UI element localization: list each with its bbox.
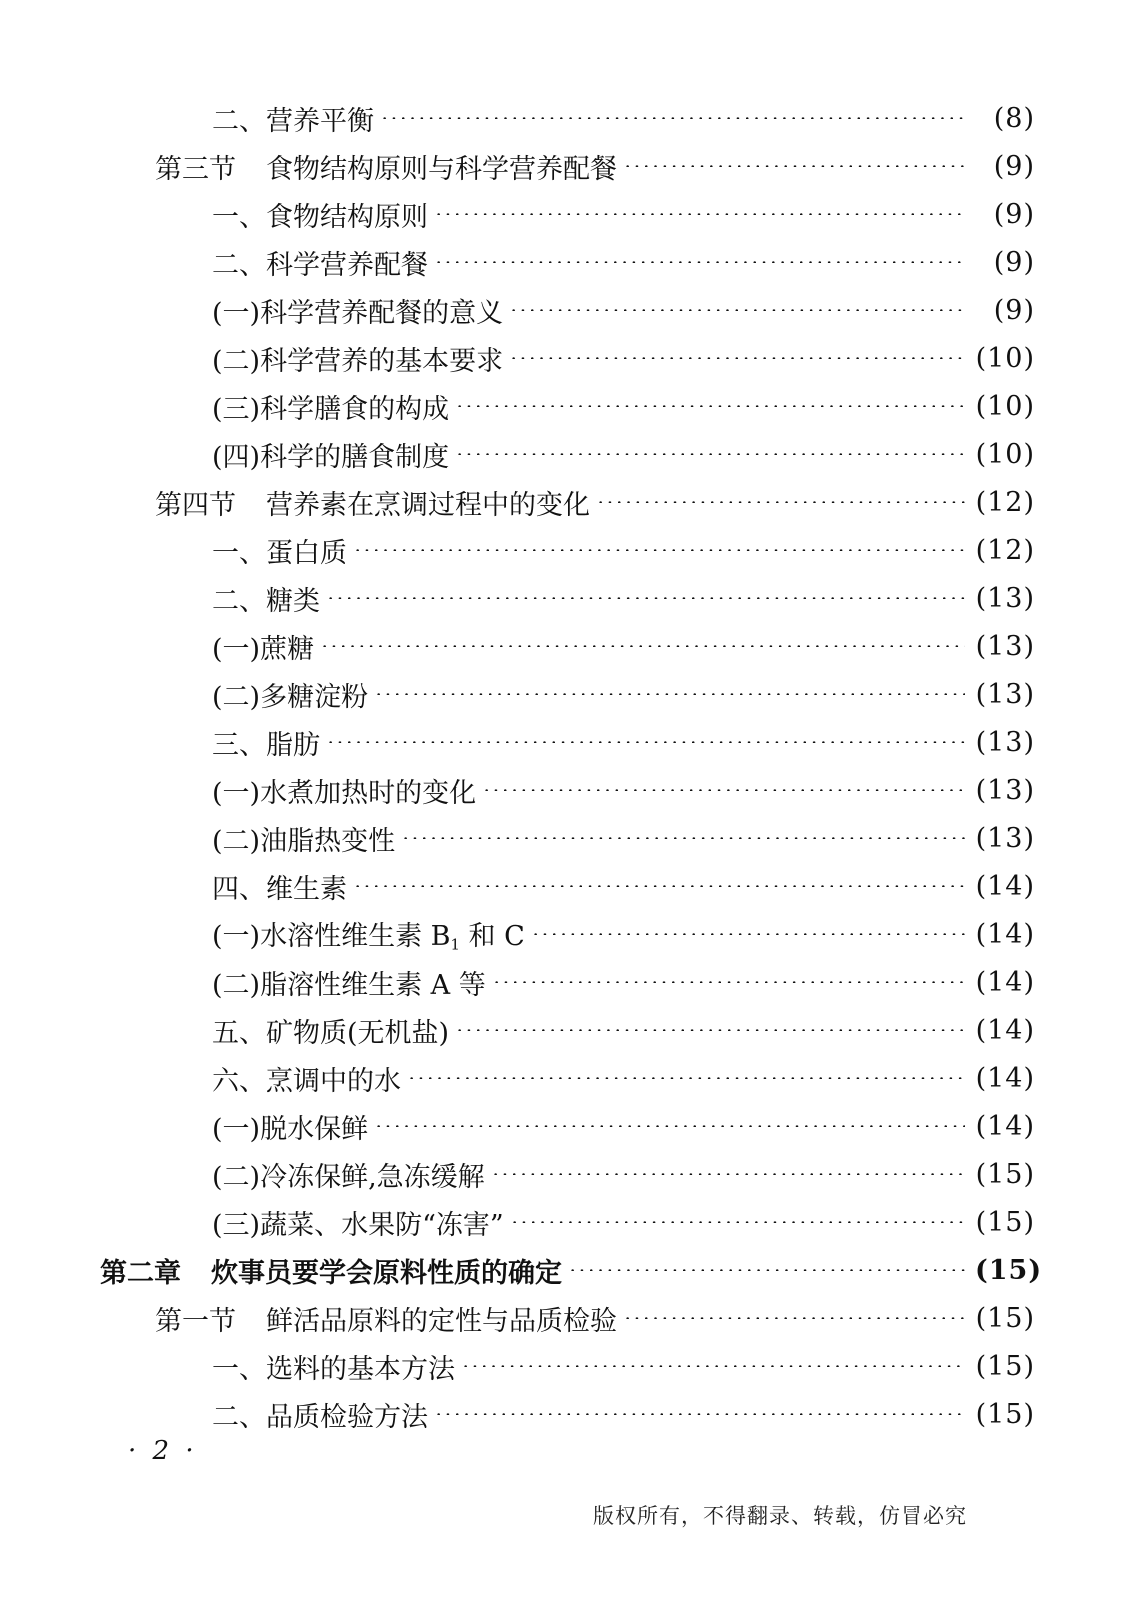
toc-entry-label: [100, 1251, 562, 1290]
toc-entry-number: 第四节: [155, 489, 236, 521]
toc-entry-title: (二)冷冻保鲜,急冻缓解: [212, 1161, 485, 1193]
toc-entry-page: (14): [975, 918, 1035, 950]
toc-entry-title: (一)水煮加热时的变化: [212, 777, 477, 809]
dot-leader: [434, 213, 965, 215]
toc-entry-page: (15): [975, 1398, 1035, 1430]
dot-leader: [434, 261, 965, 263]
copyright-footer: 版权所有，不得翻录、转载，仿冒必究: [593, 1504, 967, 1528]
toc-entry-label: [212, 867, 347, 906]
toc-entry-page: (9): [993, 198, 1035, 230]
toc-entry-number: 第二章: [100, 1257, 181, 1289]
toc-entry-page: (10): [975, 342, 1035, 374]
toc-entry-section: [0, 1294, 1131, 1342]
dot-leader: [491, 1173, 965, 1175]
toc-entry-label: [212, 1155, 485, 1194]
toc-entry-label: [212, 339, 503, 378]
toc-entry-title: (二)多糖淀粉: [212, 681, 369, 713]
toc-entry-page: (9): [993, 246, 1035, 278]
dot-leader: [353, 549, 965, 551]
toc-entry-page: (9): [993, 150, 1035, 182]
toc-entry-label: [155, 147, 617, 186]
dot-leader: [596, 501, 965, 503]
toc-entry-label: [212, 1011, 449, 1050]
toc-entry-item: [0, 238, 1131, 286]
toc-entry-label: [212, 627, 314, 666]
toc-entry-item: [0, 94, 1131, 142]
toc-entry-title: (二)油脂热变性: [212, 825, 396, 857]
toc-entry-page: (13): [975, 582, 1035, 614]
toc-entry-label: [155, 483, 590, 522]
toc-entry-label: [212, 1347, 455, 1386]
toc-entry-label: [212, 1059, 401, 1098]
toc-entry-title: 鲜活品原料的定性与品质检验: [266, 1305, 617, 1337]
toc-entry-item: [0, 1054, 1131, 1102]
dot-leader: [320, 645, 965, 647]
toc-entry-item: [0, 526, 1131, 574]
dot-leader: [407, 1077, 965, 1079]
toc-entry-item: [0, 1150, 1131, 1198]
toc-entry-title: 食物结构原则与科学营养配餐: [266, 153, 617, 185]
toc-entry-page: (15): [975, 1158, 1035, 1190]
toc-entry-page: (10): [975, 438, 1035, 470]
dot-leader: [374, 1125, 965, 1127]
toc-entry-title: (二)科学营养的基本要求: [212, 345, 504, 377]
toc-entry-title: (三)科学膳食的构成: [212, 393, 450, 425]
toc-entry-item: [0, 1390, 1131, 1438]
toc-entry-label: [212, 387, 449, 426]
toc-entry-number: 第一节: [155, 1305, 236, 1337]
toc-entry-title: (一)科学营养配餐的意义: [212, 297, 504, 329]
toc-entry-label: [212, 99, 374, 138]
toc-entry-label: [155, 1299, 617, 1338]
toc-entry-title: 二、营养平衡: [212, 105, 374, 137]
toc-entry-page: (14): [975, 1110, 1035, 1142]
toc-entry-label: [212, 579, 320, 618]
toc-entry-page: (14): [975, 966, 1035, 998]
toc-entry-label: [212, 195, 428, 234]
toc-entry-title: 三、脂肪: [212, 729, 320, 761]
toc-entry-label: [212, 675, 368, 714]
toc-entry-title: 六、烹调中的水: [212, 1065, 401, 1097]
toc-entry-item: [0, 430, 1131, 478]
toc-entry-title: (一)蔗糖: [212, 633, 315, 665]
toc-entry-title-tail: 和 C: [459, 921, 525, 953]
toc-entry-item: [0, 1342, 1131, 1390]
toc-entry-page: (15): [975, 1350, 1035, 1382]
page-number: · 2 ·: [128, 1436, 198, 1466]
toc-entry-label: [212, 1107, 368, 1146]
toc-entry-label: [212, 1395, 428, 1434]
toc-entry-label: [212, 723, 320, 762]
toc-entry-page: (8): [993, 102, 1035, 134]
dot-leader: [326, 741, 965, 743]
toc-entry-title: 炊事员要学会原料性质的确定: [211, 1257, 562, 1289]
toc-entry-label: [212, 1203, 504, 1242]
toc-entry-page: (13): [975, 678, 1035, 710]
dot-leader: [510, 1221, 965, 1223]
toc-entry-title: (四)科学的膳食制度: [212, 441, 450, 473]
dot-leader: [482, 789, 965, 791]
toc-entry-title: 一、选料的基本方法: [212, 1353, 455, 1385]
toc-entry-item: [0, 862, 1131, 910]
dot-leader: [461, 1365, 965, 1367]
toc-entry-item: [0, 334, 1131, 382]
dot-leader: [380, 117, 965, 119]
toc-entry-item: [0, 910, 1131, 958]
toc-entry-page: (15): [975, 1254, 1043, 1286]
toc-entry-title: 二、品质检验方法: [212, 1401, 428, 1433]
dot-leader: [374, 693, 965, 695]
dot-leader: [455, 453, 965, 455]
toc-entry-page: (13): [975, 822, 1035, 854]
dot-leader: [401, 837, 965, 839]
dot-leader: [434, 1413, 965, 1415]
dot-leader: [509, 357, 965, 359]
toc-entry-page: (10): [975, 390, 1035, 422]
toc-entry-page: (15): [975, 1302, 1035, 1334]
toc-entry-item: [0, 670, 1131, 718]
toc-entry-page: (12): [975, 534, 1035, 566]
table-of-contents: [0, 94, 1131, 1438]
dot-leader: [455, 1029, 965, 1031]
toc-entry-number: 第三节: [155, 153, 236, 185]
dot-leader: [455, 405, 965, 407]
toc-entry-title: 四、维生素: [212, 873, 347, 905]
toc-entry-item: [0, 1006, 1131, 1054]
dot-leader: [531, 933, 965, 935]
toc-entry-item: [0, 1102, 1131, 1150]
toc-entry-item: [0, 574, 1131, 622]
toc-entry-page: (14): [975, 1014, 1035, 1046]
dot-leader: [492, 981, 965, 983]
toc-entry-item: [0, 622, 1131, 670]
toc-entry-page: (13): [975, 630, 1035, 662]
toc-entry-page: (13): [975, 774, 1035, 806]
toc-entry-title: 二、糖类: [212, 585, 320, 617]
toc-entry-page: (13): [975, 726, 1035, 758]
toc-entry-label: [212, 435, 449, 474]
toc-entry-item: [0, 814, 1131, 862]
toc-entry-page: (12): [975, 486, 1035, 518]
toc-entry-item: [0, 958, 1131, 1006]
toc-entry-title: 一、蛋白质: [212, 537, 347, 569]
toc-entry-item: [0, 382, 1131, 430]
toc-entry-title: (一)脱水保鲜: [212, 1113, 369, 1145]
toc-entry-section: [0, 478, 1131, 526]
dot-leader: [353, 885, 965, 887]
toc-entry-page: (14): [975, 1062, 1035, 1094]
toc-entry-title: 五、矿物质(无机盐): [212, 1017, 450, 1049]
toc-entry-title: 营养素在烹调过程中的变化: [266, 489, 590, 521]
toc-entry-label: [212, 243, 428, 282]
toc-entry-item: [0, 286, 1131, 334]
dot-leader: [623, 165, 965, 167]
toc-entry-page: (14): [975, 870, 1035, 902]
dot-leader: [326, 597, 965, 599]
toc-entry-page: (15): [975, 1206, 1035, 1238]
toc-entry-item: [0, 766, 1131, 814]
toc-entry-label: [212, 291, 503, 330]
toc-entry-title: 二、科学营养配餐: [212, 249, 428, 281]
toc-entry-label: [212, 531, 347, 570]
toc-entry-label: [212, 914, 525, 953]
toc-entry-label: [212, 771, 476, 810]
toc-entry-item: [0, 718, 1131, 766]
toc-entry-title: 一、食物结构原则: [212, 201, 428, 233]
dot-leader: [509, 309, 965, 311]
toc-entry-item: [0, 1198, 1131, 1246]
toc-entry-chapter: [0, 1246, 1131, 1294]
toc-entry-title: (一)水溶性维生素 B: [212, 921, 451, 953]
toc-entry-section: [0, 142, 1131, 190]
toc-entry-title: (三)蔬菜、水果防“冻害”: [212, 1209, 504, 1241]
toc-entry-title: (二)脂溶性维生素 A 等: [212, 969, 486, 1001]
toc-entry-page: (9): [993, 294, 1035, 326]
dot-leader: [623, 1317, 965, 1319]
dot-leader: [568, 1269, 965, 1271]
toc-entry-label: [212, 963, 486, 1002]
toc-entry-label: [212, 819, 395, 858]
toc-entry-item: [0, 190, 1131, 238]
toc-entry-subscript: 1: [450, 935, 460, 954]
